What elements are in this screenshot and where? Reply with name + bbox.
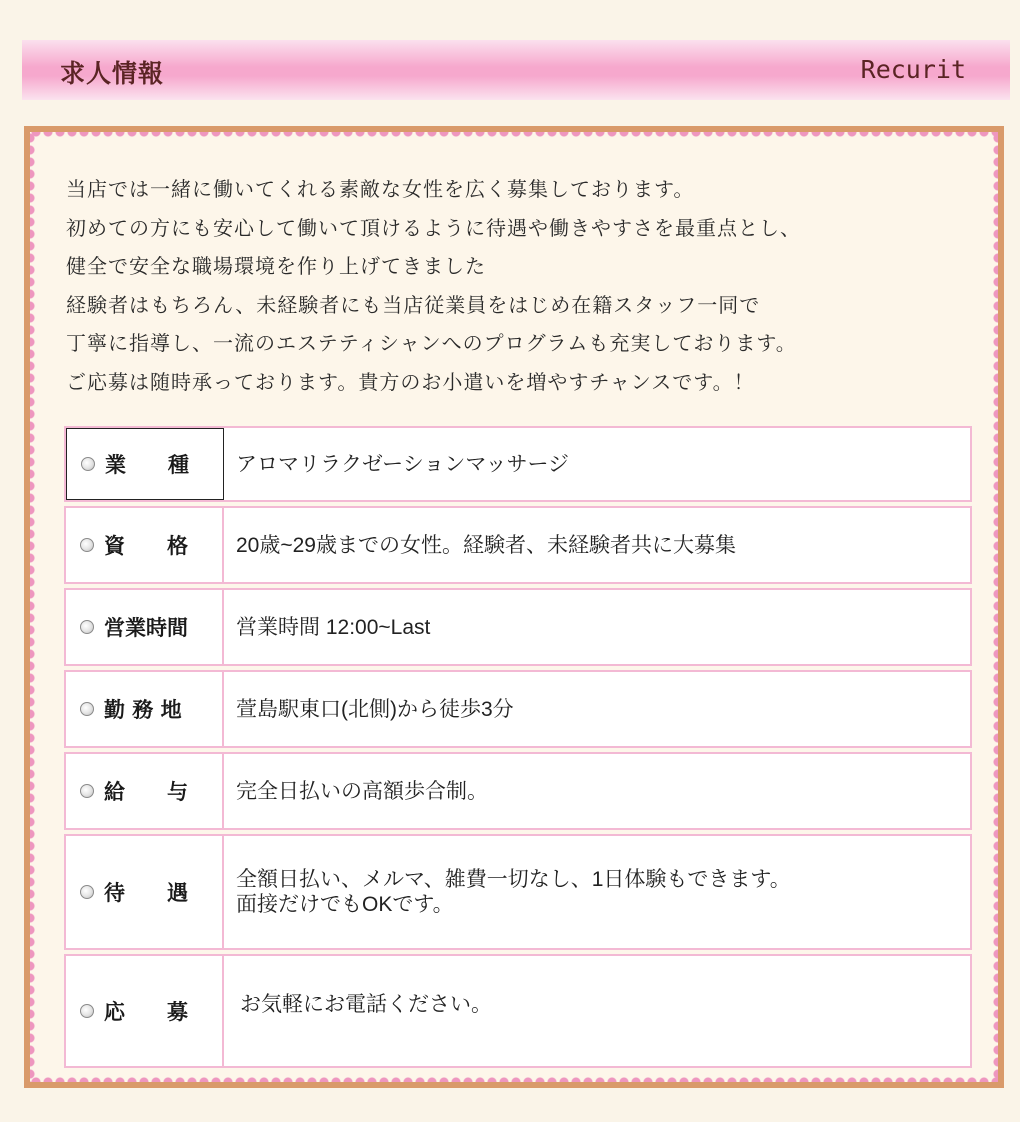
intro-text (66, 170, 966, 401)
table-row-benefits (64, 834, 972, 950)
row-label: 応 募 (66, 956, 224, 1066)
globe-bullet-icon (80, 538, 94, 552)
globe-bullet-icon (80, 1004, 94, 1018)
row-label: 営業時間 (66, 590, 224, 664)
table-row-location (64, 670, 972, 748)
globe-bullet-icon (80, 784, 94, 798)
row-value: お気軽にお電話ください。 (240, 993, 492, 1016)
row-value: 全額日払い、メルマ、雑費一切なし、1日体験もできます。 面接だけでもOKです。 (236, 868, 791, 916)
globe-bullet-icon (80, 620, 94, 634)
row-label: 業 種 (66, 428, 224, 500)
globe-bullet-icon (80, 885, 94, 899)
recruit-table (64, 426, 972, 1072)
row-label: 勤 務 地 (66, 672, 224, 746)
lace-border-top (30, 132, 998, 140)
intro-line: 丁寧に指導し、一流のエステティシャンへのプログラムも充実しております。 (66, 331, 797, 355)
recruit-panel (24, 126, 1004, 1088)
globe-bullet-icon (81, 457, 95, 471)
table-row-salary (64, 752, 972, 830)
row-value: 完全日払いの高額歩合制。 (236, 779, 488, 803)
section-subtitle: Recurit (860, 55, 966, 84)
table-row-hours (64, 588, 972, 666)
globe-bullet-icon (80, 702, 94, 716)
section-title: 求人情報 (60, 59, 165, 88)
row-label: 待 遇 (66, 836, 224, 948)
lace-border-right (990, 132, 998, 1082)
row-value: 20歳~29歳までの女性。経験者、未経験者共に大募集 (236, 533, 736, 557)
row-label: 給 与 (66, 754, 224, 828)
row-value: 営業時間 12:00~Last (236, 615, 431, 639)
row-value: アロマリラクゼーションマッサージ (236, 452, 570, 476)
intro-line: 当店では一緒に働いてくれる素敵な女性を広く募集しております。 (66, 177, 695, 201)
intro-line: 初めての方にも安心して働いて頂けるように待遇や働きやすさを最重点とし、 (66, 215, 801, 240)
intro-line: ご応募は随時承っております。貴方のお小遣いを増やすチャンスです。！ (66, 369, 755, 394)
row-label: 資 格 (66, 508, 224, 582)
lace-border-left (30, 132, 38, 1082)
table-row-job-type (64, 426, 972, 502)
section-header (22, 40, 1010, 100)
intro-line: 経験者はもちろん、未経験者にも当店従業員をはじめ在籍スタッフ一同で (66, 292, 761, 317)
lace-border-bottom (30, 1074, 998, 1082)
table-row-apply (64, 954, 972, 1068)
row-value: 萱島駅東口(北側)から徒歩3分 (236, 697, 514, 721)
table-row-qualification (64, 506, 972, 584)
intro-line: 健全で安全な職場環境を作り上げてきました (66, 254, 486, 278)
